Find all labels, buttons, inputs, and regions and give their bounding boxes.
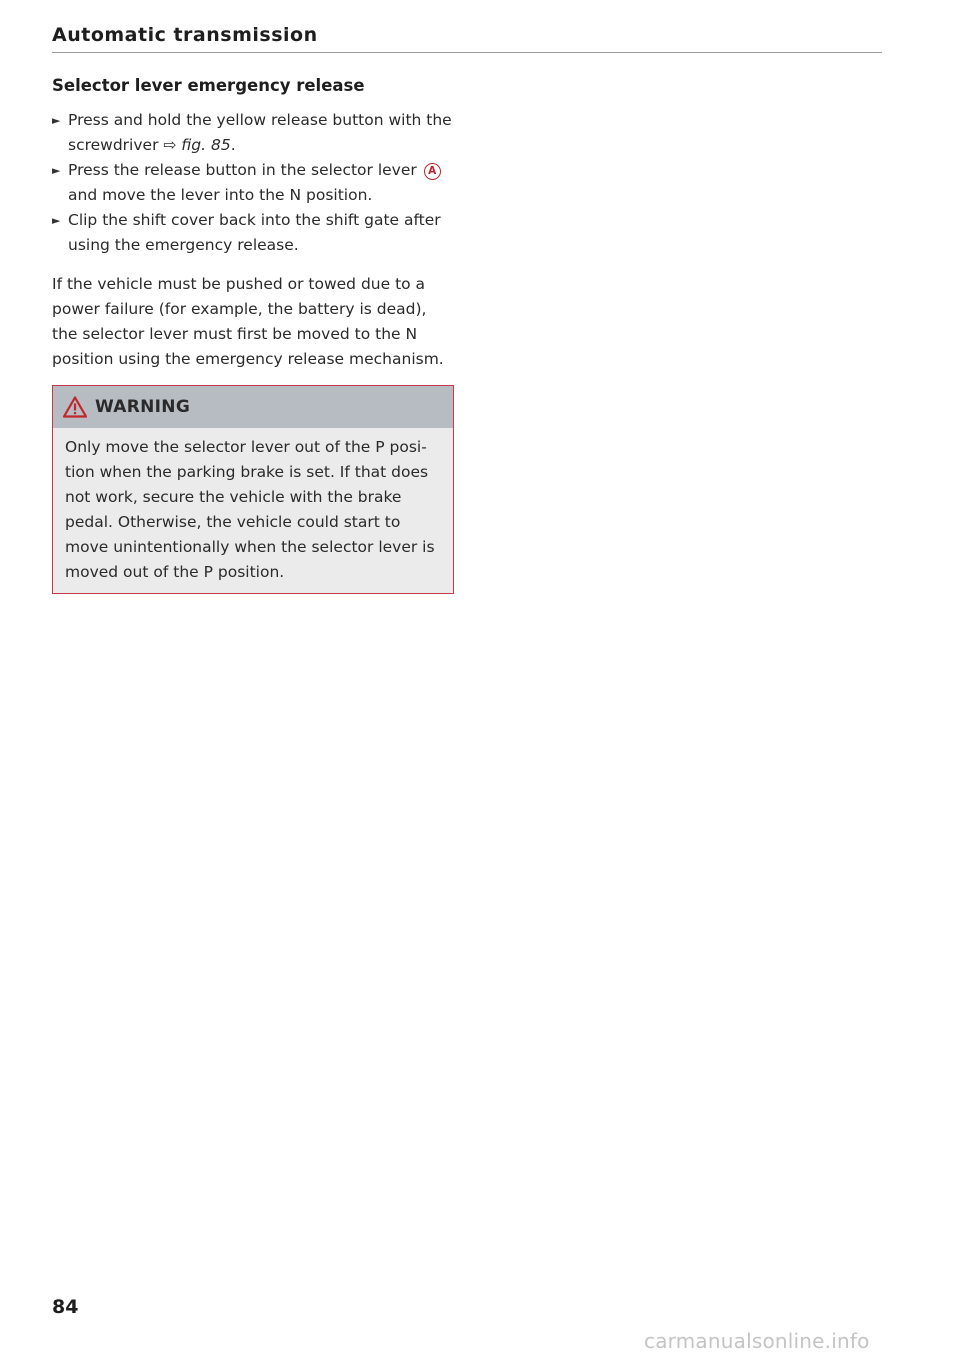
header-divider bbox=[52, 52, 882, 53]
figure-reference-link[interactable]: ⇨ fig. 85 bbox=[163, 136, 231, 154]
step-text: Press and hold the yellow release button with the screwdriver bbox=[68, 111, 452, 154]
warning-header bbox=[53, 386, 453, 428]
bullet-triangle-icon: ► bbox=[52, 164, 61, 177]
body-paragraph: If the vehicle must be pushed or towed due to a power failure (for example, the battery is dead), the selector lever must first be moved to the N position using the emergency release mechanism. bbox=[52, 275, 444, 368]
bullet-triangle-icon: ► bbox=[52, 114, 61, 127]
watermark-text: carmanualsonline.info bbox=[644, 1329, 870, 1353]
callout-a-icon: A bbox=[424, 163, 441, 180]
warning-triangle-icon bbox=[63, 396, 87, 418]
step-text: Clip the shift cover back into the shift gate after using the emergency release. bbox=[68, 211, 441, 254]
step-text-end: and move the lever into the N position. bbox=[68, 186, 373, 204]
section-title: Selector lever emergency release bbox=[52, 76, 365, 95]
content-column bbox=[52, 76, 454, 594]
step-text-end: . bbox=[230, 136, 236, 154]
list-item bbox=[52, 208, 454, 258]
page-number: 84 bbox=[52, 1296, 79, 1318]
warning-text: Only move the selector lever out of the P position when the parking brake is set. If that does not work, secure the vehicle with the brake pedal. Otherwise, the vehicle could start to move unintentionally when the selector lever is moved out of the P position. bbox=[65, 438, 435, 581]
warning-box bbox=[52, 385, 454, 594]
bullet-triangle-icon: ► bbox=[52, 214, 61, 227]
warning-title: WARNING bbox=[95, 397, 191, 417]
list-item bbox=[52, 108, 454, 158]
instruction-list bbox=[52, 108, 454, 258]
running-head-title: Automatic transmission bbox=[52, 24, 318, 46]
step-text: Press the release button in the selector lever bbox=[68, 161, 422, 179]
list-item bbox=[52, 158, 454, 208]
